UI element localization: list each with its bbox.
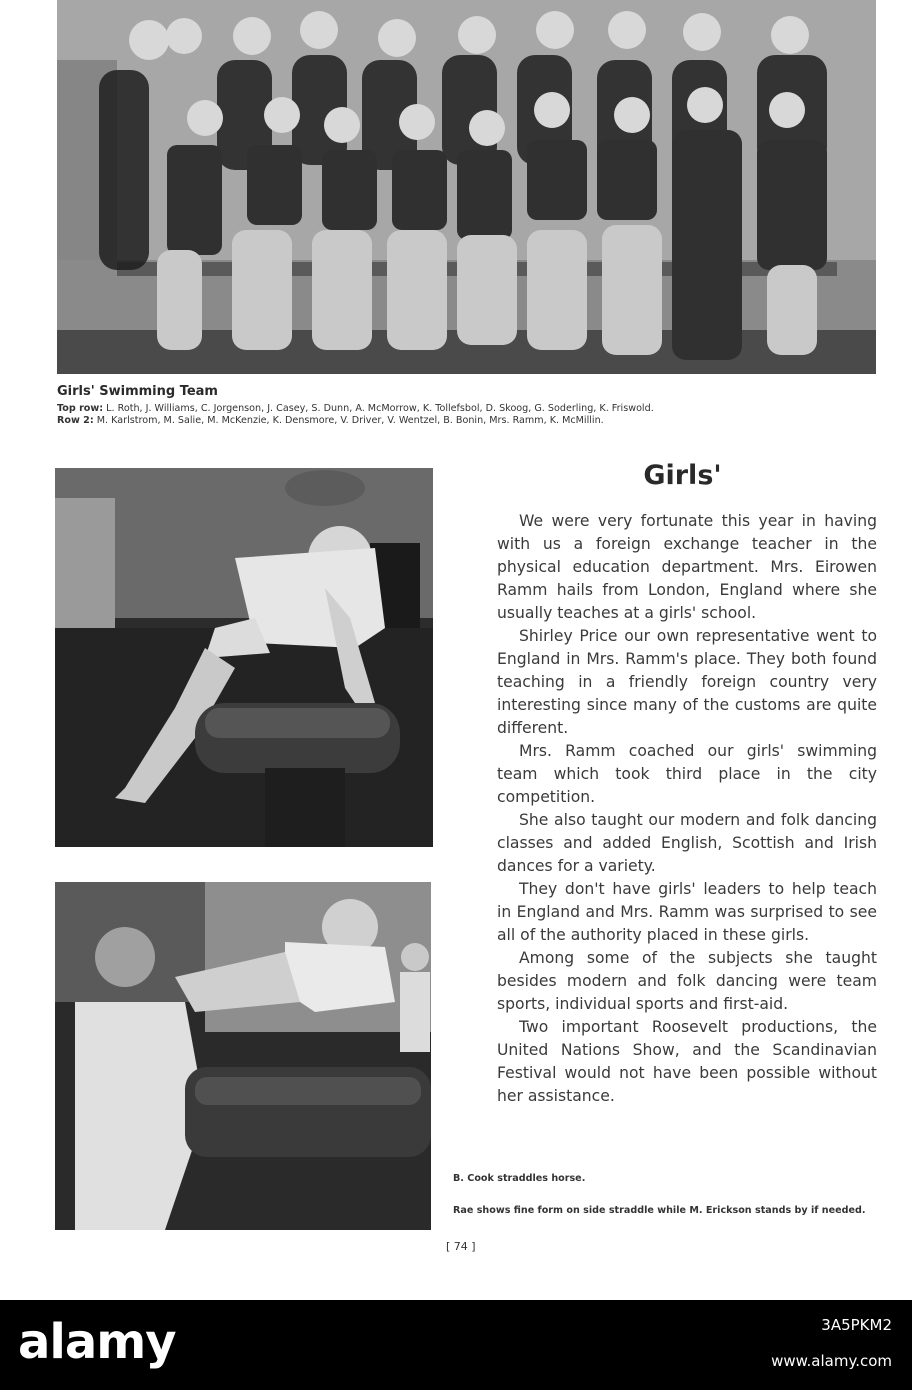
team-caption-title: Girls' Swimming Team	[57, 384, 218, 399]
photo-caption-second: Rae shows fine form on side straddle while M. Erickson stands by if needed.	[453, 1205, 866, 1216]
row-2-names: M. Karlstrom, M. Salie, M. McKenzie, K. Densmore, V. Driver, V. Wentzel, B. Bonin, Mrs. Ramm, K. McMillin.	[93, 415, 604, 426]
side-straddle-photo	[55, 882, 431, 1230]
swimming-team-photo	[57, 0, 876, 374]
alamy-logo: alamy	[18, 1314, 176, 1370]
top-row-names: L. Roth, J. Williams, C. Jorgenson, J. Casey, S. Dunn, A. McMorrow, K. Tollefsbol, D. Skoog, G. Soderling, K. Friswold.	[103, 403, 654, 414]
team-caption	[57, 384, 887, 427]
article-body	[497, 510, 877, 1108]
article-paragraph: Shirley Price our own representative went to England in Mrs. Ramm's place. They both found teaching in a friendly foreign country very interesting since many of the customs are quite different.	[497, 627, 877, 737]
article-paragraph: We were very fortunate this year in having with us a foreign exchange teacher in the physical education department. Mrs. Eirowen Ramm hails from London, England where she usually teaches at a girls' school.	[497, 512, 877, 622]
image-id: 3A5PKM2	[821, 1316, 892, 1334]
team-caption-row-2	[57, 415, 887, 427]
vaulting-horse-photo	[55, 468, 433, 847]
article-paragraph: She also taught our modern and folk dancing classes and added English, Scottish and Irish dances for a variety.	[497, 811, 877, 875]
swimming-team-photo-art	[57, 0, 876, 374]
article-paragraph: They don't have girls' leaders to help teach in England and Mrs. Ramm was surprised to see all of the authority placed in these girls.	[497, 880, 877, 944]
article-paragraph: Two important Roosevelt productions, the United Nations Show, and the Scandinavian Festival would not have been possible without her assistance.	[497, 1018, 877, 1105]
page-number: [ 74 ]	[446, 1240, 476, 1253]
row-2-label: Row 2:	[57, 415, 94, 426]
team-caption-top-row	[57, 403, 887, 415]
article-paragraph: Mrs. Ramm coached our girls' swimming team which took third place in the city competition.	[497, 742, 877, 806]
top-row-label: Top row:	[57, 403, 104, 414]
article-title: Girls'	[643, 460, 722, 491]
photo-caption-first: B. Cook straddles horse.	[453, 1173, 586, 1184]
watermark-url[interactable]: www.alamy.com	[771, 1352, 892, 1370]
article-paragraph: Among some of the subjects she taught besides modern and folk dancing were team sports, individual sports and first-aid.	[497, 949, 877, 1013]
watermark-bar	[0, 1300, 912, 1390]
side-straddle-photo-art	[55, 882, 431, 1230]
vaulting-horse-photo-art	[55, 468, 433, 847]
